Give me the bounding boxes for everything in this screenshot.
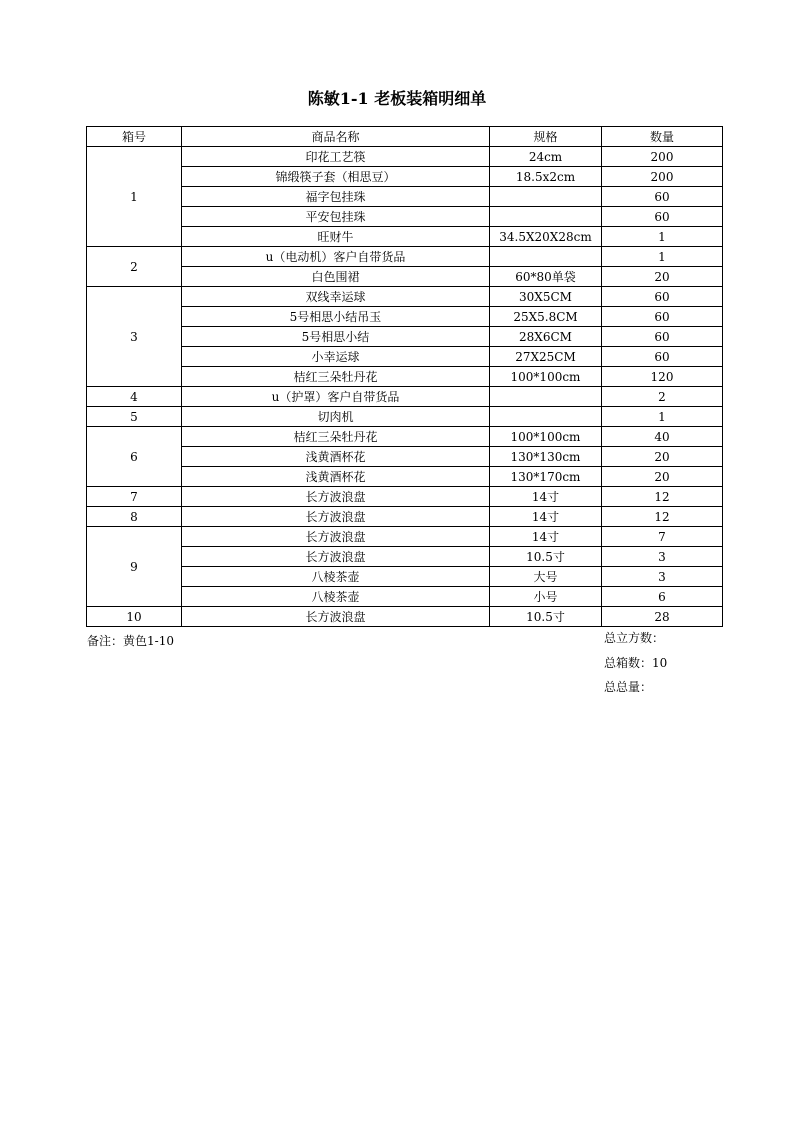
product-name-cell: 浅黄酒杯花 <box>182 447 490 467</box>
quantity-cell: 60 <box>602 307 723 327</box>
spec-cell <box>490 207 602 227</box>
spec-cell: 25X5.8CM <box>490 307 602 327</box>
header-product-name: 商品名称 <box>182 127 490 147</box>
product-name-cell: 八棱茶壶 <box>182 567 490 587</box>
table-row <box>87 467 723 487</box>
spec-cell: 14寸 <box>490 527 602 547</box>
remark: 备注：黄色1-10 <box>87 634 174 648</box>
quantity-cell: 120 <box>602 367 723 387</box>
table-row <box>87 547 723 567</box>
spec-cell <box>490 187 602 207</box>
total-boxes: 总箱数：10 <box>604 656 668 670</box>
product-name-cell: u（电动机）客户自带货品 <box>182 247 490 267</box>
product-name-cell: 浅黄酒杯花 <box>182 467 490 487</box>
product-name-cell: 5号相思小结 <box>182 327 490 347</box>
table-row <box>87 387 723 407</box>
box-number-cell: 9 <box>87 527 182 607</box>
table-row <box>87 447 723 467</box>
table-row <box>87 147 723 167</box>
product-name-cell: u（护罩）客户自带货品 <box>182 387 490 407</box>
quantity-cell: 20 <box>602 267 723 287</box>
quantity-cell: 60 <box>602 207 723 227</box>
spec-cell <box>490 407 602 427</box>
product-name-cell: 旺财牛 <box>182 227 490 247</box>
quantity-cell: 1 <box>602 247 723 267</box>
box-number-cell: 1 <box>87 147 182 247</box>
product-name-cell: 长方波浪盘 <box>182 527 490 547</box>
product-name-cell: 长方波浪盘 <box>182 507 490 527</box>
product-name-cell: 平安包挂珠 <box>182 207 490 227</box>
table-row <box>87 267 723 287</box>
spec-cell: 28X6CM <box>490 327 602 347</box>
quantity-cell: 1 <box>602 227 723 247</box>
table-row <box>87 567 723 587</box>
table-row <box>87 607 723 627</box>
box-number-cell: 5 <box>87 407 182 427</box>
box-number-cell: 7 <box>87 487 182 507</box>
spec-cell: 大号 <box>490 567 602 587</box>
product-name-cell: 长方波浪盘 <box>182 607 490 627</box>
product-name-cell: 福字包挂珠 <box>182 187 490 207</box>
product-name-cell: 5号相思小结吊玉 <box>182 307 490 327</box>
total-quantity: 总总量： <box>604 680 653 694</box>
table-row <box>87 507 723 527</box>
spec-cell: 24cm <box>490 147 602 167</box>
table-body <box>87 147 723 627</box>
table-row <box>87 367 723 387</box>
table-row <box>87 587 723 607</box>
table-row <box>87 347 723 367</box>
spec-cell: 小号 <box>490 587 602 607</box>
spec-cell: 100*100cm <box>490 367 602 387</box>
product-name-cell: 小幸运球 <box>182 347 490 367</box>
table-row <box>87 227 723 247</box>
table-row <box>87 487 723 507</box>
spec-cell <box>490 387 602 407</box>
total-volume: 总立方数： <box>604 631 665 645</box>
quantity-cell: 40 <box>602 427 723 447</box>
quantity-cell: 6 <box>602 587 723 607</box>
quantity-cell: 28 <box>602 607 723 627</box>
product-name-cell: 印花工艺筷 <box>182 147 490 167</box>
spec-cell: 130*130cm <box>490 447 602 467</box>
spec-cell: 18.5x2cm <box>490 167 602 187</box>
header-spec: 规格 <box>490 127 602 147</box>
table-row <box>87 527 723 547</box>
box-number-cell: 10 <box>87 607 182 627</box>
product-name-cell: 锦缎筷子套（相思豆） <box>182 167 490 187</box>
header-box-number: 箱号 <box>87 127 182 147</box>
spec-cell: 10.5寸 <box>490 547 602 567</box>
spec-cell: 10.5寸 <box>490 607 602 627</box>
table-row <box>87 167 723 187</box>
table-row <box>87 187 723 207</box>
product-name-cell: 切肉机 <box>182 407 490 427</box>
quantity-cell: 60 <box>602 287 723 307</box>
product-name-cell: 长方波浪盘 <box>182 547 490 567</box>
box-number-cell: 4 <box>87 387 182 407</box>
quantity-cell: 3 <box>602 547 723 567</box>
quantity-cell: 200 <box>602 167 723 187</box>
product-name-cell: 八棱茶壶 <box>182 587 490 607</box>
table-row <box>87 287 723 307</box>
quantity-cell: 200 <box>602 147 723 167</box>
spec-cell: 14寸 <box>490 507 602 527</box>
spec-cell: 34.5X20X28cm <box>490 227 602 247</box>
quantity-cell: 12 <box>602 507 723 527</box>
spec-cell: 27X25CM <box>490 347 602 367</box>
quantity-cell: 20 <box>602 467 723 487</box>
quantity-cell: 20 <box>602 447 723 467</box>
quantity-cell: 60 <box>602 327 723 347</box>
quantity-cell: 2 <box>602 387 723 407</box>
table-row <box>87 407 723 427</box>
product-name-cell: 白色围裙 <box>182 267 490 287</box>
spec-cell: 130*170cm <box>490 467 602 487</box>
spec-cell: 100*100cm <box>490 427 602 447</box>
quantity-cell: 12 <box>602 487 723 507</box>
product-name-cell: 桔红三朵牡丹花 <box>182 367 490 387</box>
table-row <box>87 307 723 327</box>
quantity-cell: 3 <box>602 567 723 587</box>
table-header-row <box>87 127 723 147</box>
header-quantity: 数量 <box>602 127 723 147</box>
quantity-cell: 60 <box>602 187 723 207</box>
page-title: 陈敏1-1 老板装箱明细单 <box>307 89 487 108</box>
table-row <box>87 207 723 227</box>
spec-cell: 30X5CM <box>490 287 602 307</box>
product-name-cell: 长方波浪盘 <box>182 487 490 507</box>
quantity-cell: 1 <box>602 407 723 427</box>
spec-cell <box>490 247 602 267</box>
box-number-cell: 6 <box>87 427 182 487</box>
product-name-cell: 双线幸运球 <box>182 287 490 307</box>
box-number-cell: 3 <box>87 287 182 387</box>
spec-cell: 14寸 <box>490 487 602 507</box>
table-row <box>87 327 723 347</box>
product-name-cell: 桔红三朵牡丹花 <box>182 427 490 447</box>
box-number-cell: 8 <box>87 507 182 527</box>
table-row <box>87 427 723 447</box>
quantity-cell: 60 <box>602 347 723 367</box>
table-row <box>87 247 723 267</box>
quantity-cell: 7 <box>602 527 723 547</box>
spec-cell: 60*80单袋 <box>490 267 602 287</box>
packing-list-table <box>86 126 723 627</box>
box-number-cell: 2 <box>87 247 182 287</box>
